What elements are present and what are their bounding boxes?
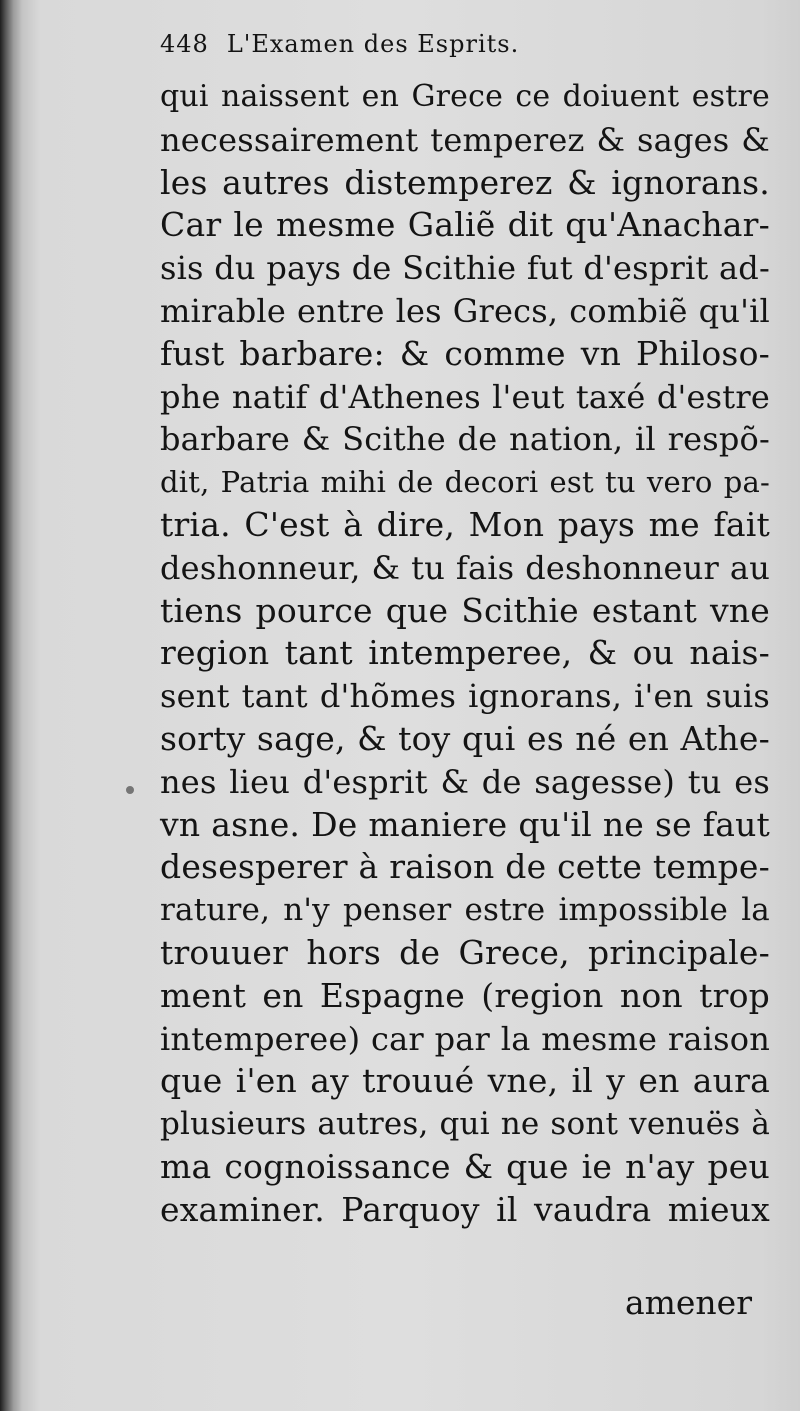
text-line: les autres distemperez & ignorans. [160, 162, 770, 202]
paper-speck [126, 786, 134, 794]
text-line: plusieurs autres, qui ne sont venuës à [160, 1106, 770, 1143]
text-line: ma cognoissance & que ie n'ay peu [160, 1146, 770, 1186]
text-line: qui naissent en Grece ce doiuent estre [160, 79, 770, 114]
text-line: tiens pource que Scithie estant vne [160, 590, 770, 630]
text-line: nes lieu d'esprit & de sagesse) tu es [160, 762, 770, 801]
text-line: fust barbare: & comme vn Philoso- [160, 333, 770, 373]
text-line: trouuer hors de Grece, principale- [160, 932, 770, 972]
text-line: que i'en ay trouué vne, il y en aura [160, 1061, 770, 1101]
running-title: L'Examen des Esprits. [226, 30, 520, 58]
page-number: 448 [160, 30, 209, 58]
text-line: ment en Espagne (region non trop [160, 975, 770, 1015]
body-text [160, 76, 770, 1232]
text-line: region tant intemperee, & ou nais- [160, 633, 770, 673]
text-line: desesperer à raison de cette tempe- [160, 847, 770, 887]
text-line: sorty sage, & toy qui es né en Athe- [160, 718, 770, 758]
text-line: phe natif d'Athenes l'eut taxé d'estre [160, 377, 770, 416]
text-line: mirable entre les Grecs, combiẽ qu'il [160, 291, 770, 330]
text-line: rature, n'y penser estre impossible la [160, 892, 770, 929]
catchword: amener [624, 1283, 752, 1322]
text-line: deshonneur, & tu fais deshonneur au [160, 548, 770, 587]
binding-gutter [0, 0, 22, 1411]
text-line: Car le mesme Galiẽ dit qu'Anachar- [160, 205, 770, 245]
running-head [160, 22, 770, 66]
text-line: sent tant d'hõmes ignorans, i'en suis [160, 677, 770, 716]
page-text-block [160, 22, 770, 1232]
text-line: intemperee) car par la mesme raison [160, 1019, 770, 1058]
text-line: tria. C'est à dire, Mon pays me fait [160, 504, 770, 544]
text-line: examiner. Parquoy il vaudra mieux [160, 1189, 770, 1229]
text-line-latin-quote: dit, Patria mihi de decori est tu vero pa- [160, 465, 770, 500]
text-line: sis du pays de Scithie fut d'esprit ad- [160, 249, 770, 288]
text-line: necessairement temperez & sages & [160, 120, 770, 159]
text-line: barbare & Scithe de nation, il respõ- [160, 420, 770, 459]
text-line: vn asne. De maniere qu'il ne se faut [160, 804, 770, 844]
